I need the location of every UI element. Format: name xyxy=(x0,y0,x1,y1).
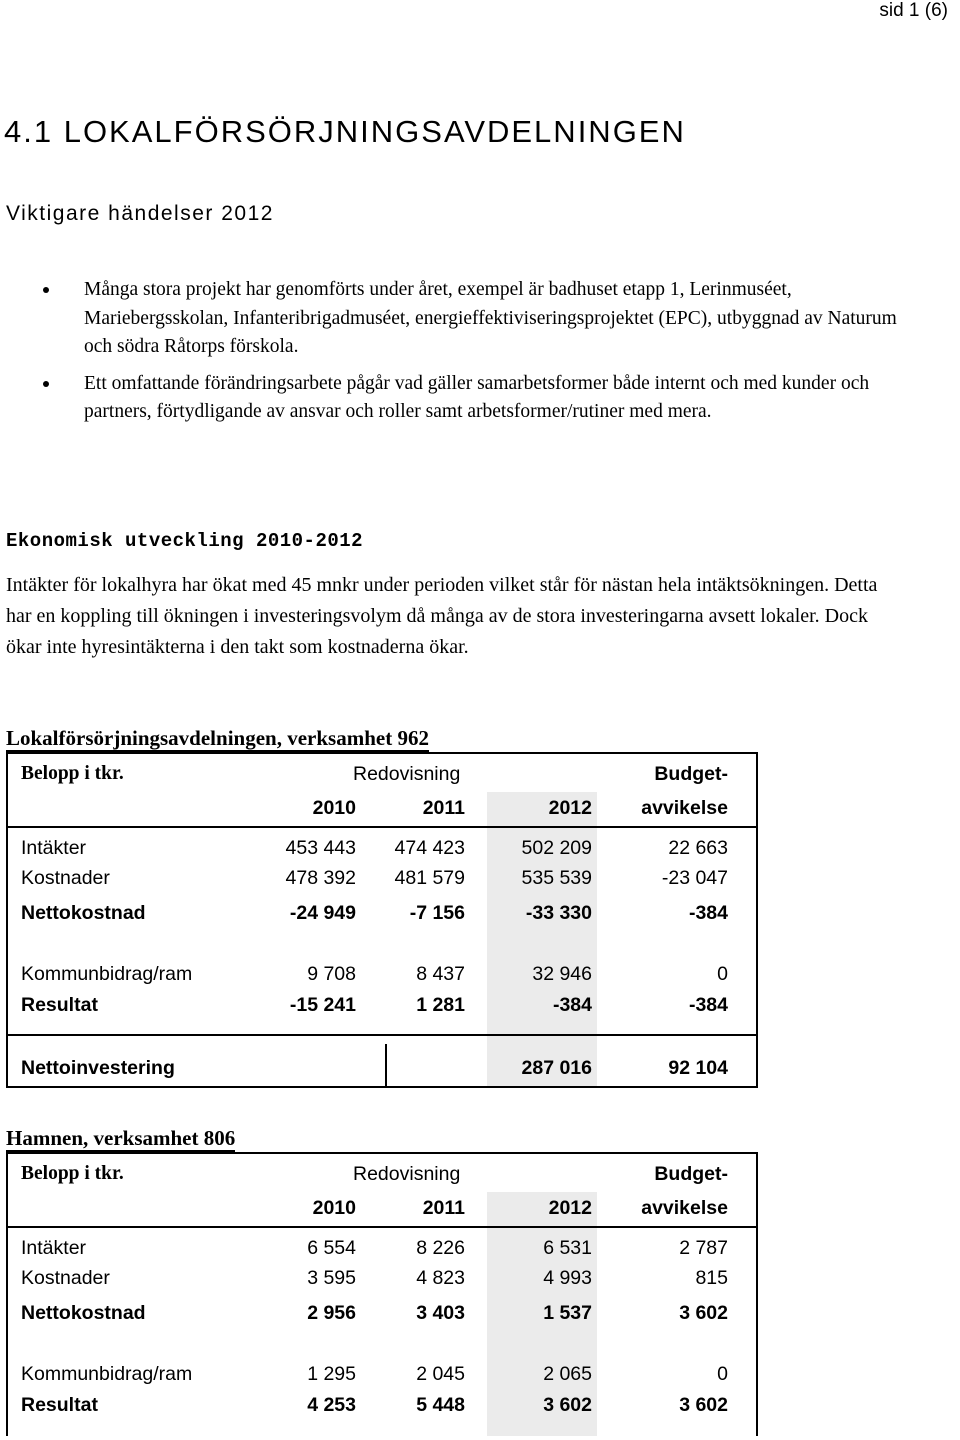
table1 xyxy=(6,752,758,1088)
bullet-text: Många stora projekt har genomförts under året, exempel är badhuset etapp 1, Lerinmuséet, Mariebergsskolan, Infanteribrigadmuséet, energieffektiviseringsprojektet (EPC), utbyggnad av Naturum och södra Råtorps förskola. xyxy=(84,279,897,357)
cell: 481 579 xyxy=(394,867,465,889)
table-row xyxy=(8,991,756,1019)
header-year: 2010 xyxy=(312,797,356,819)
table-row xyxy=(8,1234,756,1262)
header-avvikelse: avvikelse xyxy=(641,797,728,819)
table2-separator xyxy=(8,1226,756,1228)
cell: 2 956 xyxy=(307,1302,356,1324)
table1-title: Lokalförsörjningsavdelningen, verksamhet 962 xyxy=(6,726,429,750)
cell: -15 241 xyxy=(289,994,356,1016)
cell: 4 253 xyxy=(307,1394,356,1416)
cell: 474 423 xyxy=(394,837,465,859)
table-row xyxy=(8,899,756,927)
bullet-icon xyxy=(43,381,49,387)
bullet-icon xyxy=(43,287,49,293)
table-row xyxy=(8,1299,756,1327)
bullet-text: Ett omfattande förändringsarbete pågår vad gäller samarbetsformer både internt och med kunder och partners, förtydligande av ansvar och roller samt arbetsformer/rutiner med mera. xyxy=(84,372,870,422)
header-belopp: Belopp i tkr. xyxy=(21,763,124,784)
cell: 4 993 xyxy=(543,1267,592,1289)
cell: 1 537 xyxy=(543,1302,592,1324)
table-row xyxy=(8,1264,756,1292)
cell: 6 531 xyxy=(543,1237,592,1259)
cell: -33 330 xyxy=(525,902,592,924)
table-header-row xyxy=(8,794,756,822)
table2-title: Hamnen, verksamhet 806 xyxy=(6,1126,236,1150)
row-label: Resultat xyxy=(21,1394,98,1416)
row-label: Intäkter xyxy=(21,837,87,859)
cell: 0 xyxy=(717,1363,728,1385)
events-heading: Viktigare händelser 2012 xyxy=(6,202,274,225)
cell: -23 047 xyxy=(661,867,728,889)
row-label: Intäkter xyxy=(21,1237,87,1259)
table-row xyxy=(8,960,756,988)
cell: -384 xyxy=(552,994,592,1016)
cell: 502 209 xyxy=(521,837,592,859)
cell: 453 443 xyxy=(285,837,356,859)
cell: 5 448 xyxy=(416,1394,465,1416)
cell: -384 xyxy=(688,994,728,1016)
cell: 2 045 xyxy=(416,1363,465,1385)
row-label: Resultat xyxy=(21,994,98,1016)
list-item xyxy=(0,276,900,362)
cell: 1 295 xyxy=(307,1363,356,1385)
page-title: 4.1 LOKALFÖRSÖRJNINGSAVDELNINGEN xyxy=(4,114,686,149)
cell: 287 016 xyxy=(521,1057,592,1079)
table2 xyxy=(6,1152,758,1436)
table1-separator xyxy=(8,1034,756,1036)
header-redovisning: Redovisning xyxy=(353,1163,461,1185)
table-header-row xyxy=(8,1194,756,1222)
page-number: sid 1 (6) xyxy=(879,0,948,21)
cell: 478 392 xyxy=(285,867,356,889)
header-budget: Budget- xyxy=(654,1163,728,1185)
cell: 3 595 xyxy=(307,1267,356,1289)
cell: 535 539 xyxy=(521,867,592,889)
table1-separator xyxy=(8,826,756,828)
table-row xyxy=(8,1054,756,1082)
header-budget: Budget- xyxy=(654,763,728,785)
row-label: Kommunbidrag/ram xyxy=(21,1363,193,1385)
header-year: 2010 xyxy=(312,1197,356,1219)
header-year: 2011 xyxy=(422,797,465,819)
cell: 4 823 xyxy=(416,1267,465,1289)
cell: 3 403 xyxy=(416,1302,465,1324)
cell: 2 065 xyxy=(543,1363,592,1385)
economy-heading: Ekonomisk utveckling 2010-2012 xyxy=(6,530,364,552)
header-avvikelse: avvikelse xyxy=(641,1197,728,1219)
cell: 92 104 xyxy=(668,1057,728,1079)
cell: 815 xyxy=(695,1267,728,1289)
header-year: 2011 xyxy=(422,1197,465,1219)
row-label: Kostnader xyxy=(21,867,110,889)
table-row xyxy=(8,834,756,862)
cell: 6 554 xyxy=(307,1237,356,1259)
row-label: Kostnader xyxy=(21,1267,110,1289)
table-header-row xyxy=(8,1160,756,1188)
header-belopp: Belopp i tkr. xyxy=(21,1163,124,1184)
list-item xyxy=(0,370,900,427)
table-header-row xyxy=(8,760,756,788)
table-row xyxy=(8,1360,756,1388)
economy-paragraph: Intäkter för lokalhyra har ökat med 45 mnkr under perioden vilket står för nästan hela intäktsökningen. Detta har en koppling till ökningen i investeringsvolym då många av de stora investeringarna avsett lokaler. Dock ökar inte hyresintäkterna i den takt som kostnaderna ökar. xyxy=(6,574,878,658)
cell: 1 281 xyxy=(416,994,465,1016)
row-label: Nettoinvestering xyxy=(21,1057,175,1079)
table-row xyxy=(8,1391,756,1419)
cell: 3 602 xyxy=(679,1302,728,1324)
cell: 22 663 xyxy=(668,837,728,859)
cell: 8 226 xyxy=(416,1237,465,1259)
cell: -7 156 xyxy=(409,902,465,924)
table-row xyxy=(8,864,756,892)
cell: 0 xyxy=(717,963,728,985)
cell: 3 602 xyxy=(679,1394,728,1416)
cell: 9 708 xyxy=(307,963,356,985)
cell: 3 602 xyxy=(543,1394,592,1416)
cell: -384 xyxy=(688,902,728,924)
events-list xyxy=(0,276,900,435)
header-year: 2012 xyxy=(548,1197,592,1219)
row-label: Nettokostnad xyxy=(21,1302,146,1324)
row-label: Nettokostnad xyxy=(21,902,146,924)
cell: 8 437 xyxy=(416,963,465,985)
row-label: Kommunbidrag/ram xyxy=(21,963,193,985)
cell: 32 946 xyxy=(532,963,592,985)
header-redovisning: Redovisning xyxy=(353,763,461,785)
cell: -24 949 xyxy=(289,902,356,924)
cell: 2 787 xyxy=(679,1237,728,1259)
header-year: 2012 xyxy=(548,797,592,819)
